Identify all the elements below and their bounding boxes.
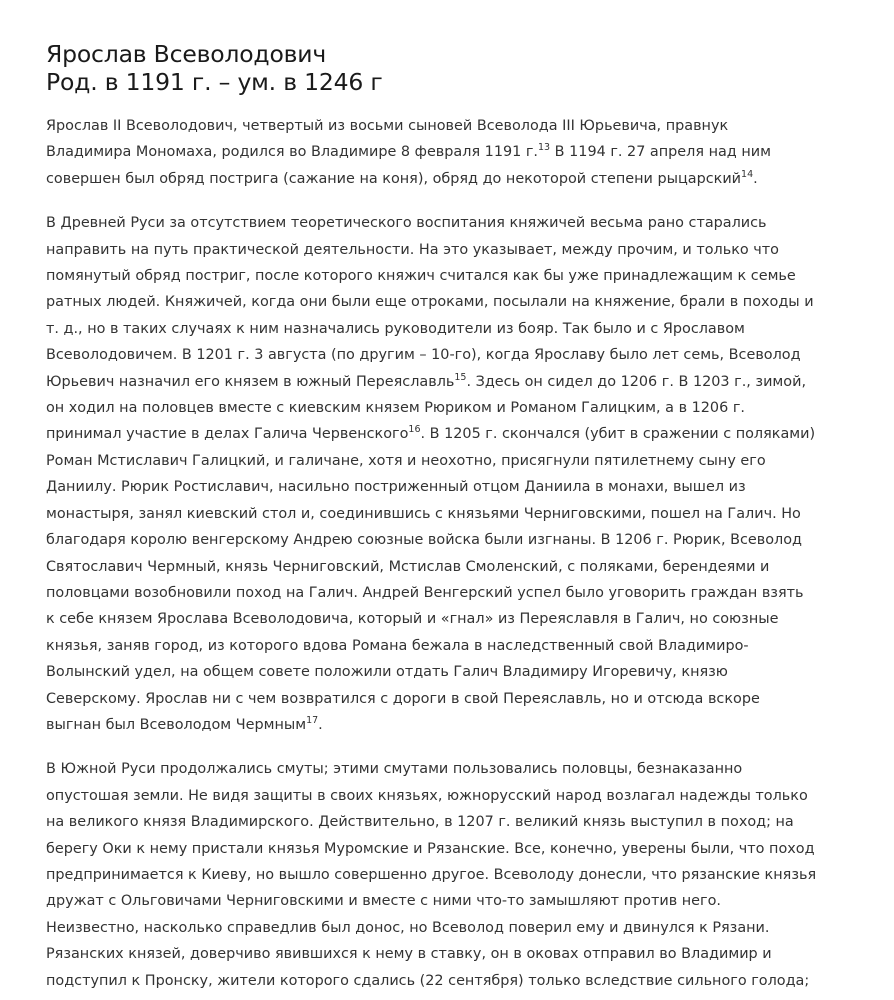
text-line [46,941,886,967]
line-text: выгнан был Всеволодом Чермным [46,716,307,733]
line-text-tail: . Здесь он сидел до 1206 г. В 1203 г., зимой, [466,373,807,390]
text-line [46,421,886,447]
line-text: подступил к Пронску, жители которого сдались (22 сентября) только вследствие сильного голода; [46,972,810,989]
line-text: дружат с Ольговичами Черниговскими и вместе с ними что-то замышляют против него. [46,893,721,910]
paragraph [46,756,886,994]
line-text: Неизвестно, насколько справедлив был донос, но Всеволод поверил ему и двинулся к Рязани. [46,919,770,936]
line-text: Роман Мстиславич Галицкий, и галичане, хотя и неохотно, присягнули пятилетнему сыну его [46,452,766,469]
article-title [46,40,886,96]
text-line [46,237,886,263]
footnote-ref[interactable]: 16 [408,424,421,436]
line-text: Северскому. Ярослав ни с чем возвратился с дороги в свой Переяславль, но и отсюда вскоре [46,690,760,707]
footnote-ref[interactable]: 15 [454,371,467,383]
text-line [46,580,886,606]
text-line [46,659,886,685]
line-text: т. д., но в таких случаях к ним назначались руководители из бояр. Так было и с Ярославом [46,320,745,337]
text-line [46,888,886,914]
line-text-tail: . [318,716,323,733]
text-line [46,606,886,632]
text-line [46,369,886,395]
line-text: Всеволодовичем. В 1201 г. 3 августа (по другим – 10-го), когда Ярославу было лет семь, Всеволод [46,347,801,364]
footnote-ref[interactable]: 17 [306,714,319,726]
line-text: берегу Оки к нему пристали князья Муромские и Рязанские. Все, конечно, уверены были, что поход [46,840,815,857]
line-text: В Южной Руси продолжались смуты; этими смутами пользовались половцы, безнаказанно [46,761,743,778]
line-text: на великого князя Владимирского. Действительно, в 1207 г. великий князь выступил в поход; на [46,814,794,831]
text-line [46,210,886,236]
line-text: к себе князем Ярослава Всеволодовича, который и «гнал» из Переяславля в Галич, но союзные [46,611,779,628]
line-text: Рязанских князей, доверчиво явившихся к нему в ставку, он в оковах отправил во Владимир и [46,946,772,963]
text-line [46,809,886,835]
text-line [46,862,886,888]
text-line [46,395,886,421]
text-line [46,712,886,738]
line-text: Даниилу. Рюрик Ростиславич, насильно постриженный отцом Даниила в монахи, вышел из [46,479,746,496]
text-line [46,263,886,289]
line-text: принимал участие в делах Галича Червенского [46,426,409,443]
text-line [46,501,886,527]
line-text: Волынский удел, на общем совете положили отдать Галич Владимиру Игоревичу, князю [46,664,728,681]
line-text-tail: . В 1205 г. скончался (убит в сражении с поляками) [420,426,816,443]
text-line [46,474,886,500]
text-line [46,686,886,712]
paragraph [46,113,886,192]
line-text: Владимира Мономаха, родился во Владимире 8 февраля 1191 г. [46,144,539,161]
title-dates: Род. в 1191 г. – ум. в 1246 г [46,68,383,96]
line-text: направить на путь практической деятельности. На это указывает, между прочим, и только что [46,241,779,258]
text-line [46,756,886,782]
article-body [46,113,886,994]
line-text: Юрьевич назначил его князем в южный Переяславль [46,373,455,390]
text-line [46,316,886,342]
text-line [46,836,886,862]
line-text: опустошая земли. Не видя защиты в своих князьях, южнорусский народ возлагал надежды только [46,787,808,804]
line-text: князья, заняв город, из которого вдова Романа бежала в наследственный свой Владимиро- [46,637,749,654]
text-line [46,166,886,192]
text-line [46,968,886,994]
text-line [46,554,886,580]
line-text: помянутый обряд постриг, после которого княжич считался как бы уже принадлежащим к семье [46,268,796,285]
line-text: ратных людей. Княжичей, когда они были еще отроками, посылали на княжение, брали в походы и [46,294,814,311]
text-line [46,527,886,553]
line-text: он ходил на половцев вместе с киевским князем Рюриком и Романом Галицким, а в 1206 г. [46,400,745,417]
text-line [46,915,886,941]
line-text: совершен был обряд пострига (сажание на коня), обряд до некоторой степени рыцарский [46,170,742,187]
footnote-ref[interactable]: 13 [538,142,551,154]
line-text-tail: В 1194 г. 27 апреля над ним [550,144,771,161]
text-line [46,139,886,165]
text-line [46,113,886,139]
line-text-tail: . [753,170,758,187]
line-text: благодаря королю венгерскому Андрею союзные войска были изгнаны. В 1206 г. Рюрик, Всеволод [46,532,802,549]
line-text: Святославич Чермный, князь Черниговский, Мстислав Смоленский, с поляками, берендеями и [46,558,770,575]
text-line [46,289,886,315]
article [46,40,886,994]
text-line [46,783,886,809]
footnote-ref[interactable]: 14 [741,168,754,180]
line-text: половцами возобновили поход на Галич. Андрей Венгерский успел было уговорить граждан взять [46,584,804,601]
paragraph [46,210,886,738]
text-line [46,448,886,474]
title-name: Ярослав Всеволодович [46,40,327,68]
text-line [46,342,886,368]
line-text: монастыря, занял киевский стол и, соединившись с князьями Черниговскими, пошел на Галич. Но [46,505,801,522]
text-line [46,633,886,659]
line-text: В Древней Руси за отсутствием теоретического воспитания княжичей весьма рано старались [46,215,767,232]
line-text: Ярослав II Всеволодович, четвертый из восьми сыновей Всеволода III Юрьевича, правнук [46,118,729,134]
line-text: предпринимается к Киеву, но вышло совершенно другое. Всеволоду донесли, что рязанские князья [46,866,817,883]
